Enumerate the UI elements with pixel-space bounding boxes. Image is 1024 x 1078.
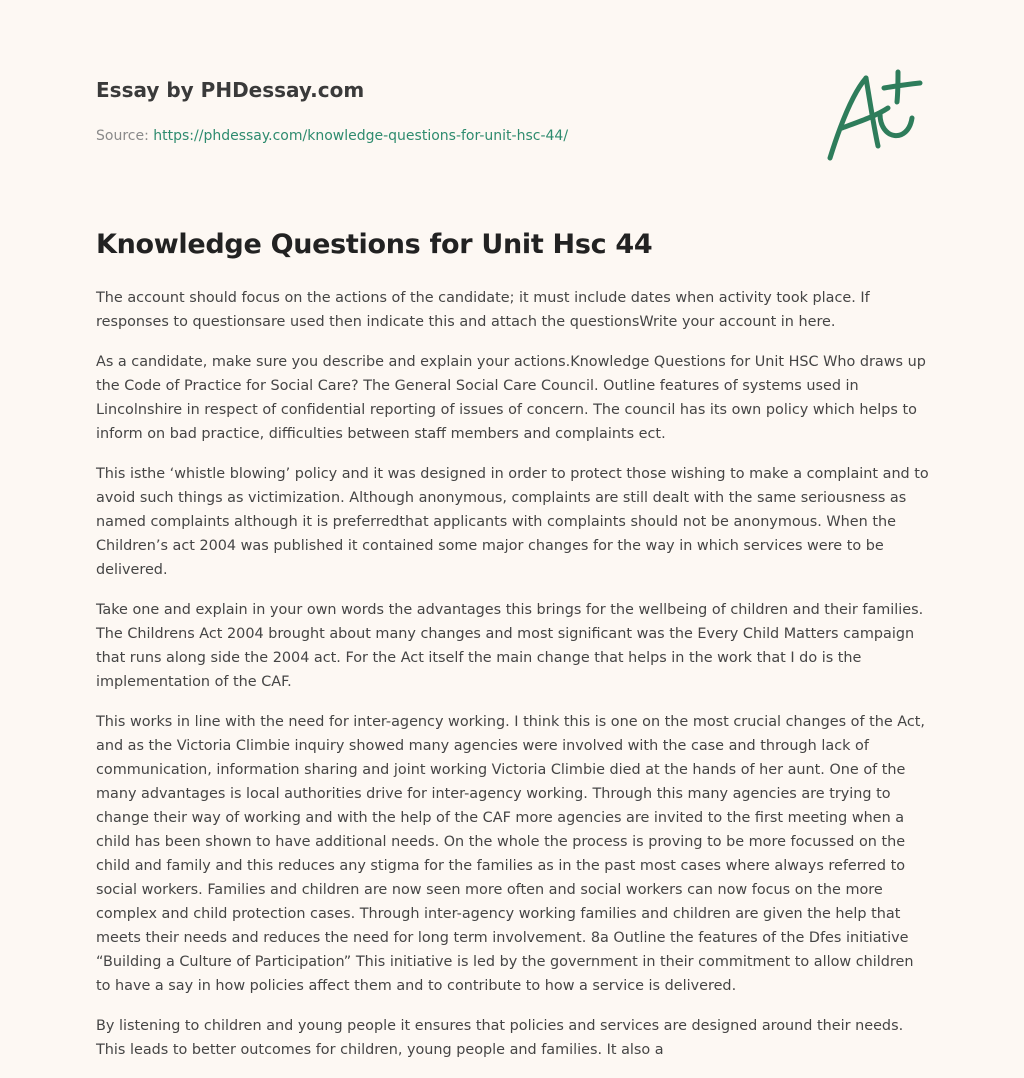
essay-paragraph: This isthe ‘whistle blowing’ policy and it was designed in order to protect those wishing to make a complaint and to avoid such things as victimization. Although anonymous, complaints are still dealt with the same seriousness as named complaints although it is preferredthat applicants with complaints should not be anonymous. When the Children’s act 2004 was published it contained some major changes for the way in which services were to be delivered.: [96, 466, 929, 578]
essay-body: [96, 286, 932, 1078]
essay-title: Knowledge Questions for Unit Hsc 44: [96, 229, 653, 260]
essay-paragraph: As a candidate, make sure you describe and explain your actions.Knowledge Questions for Unit HSC Who draws up the Code of Practice for Social Care? The General Social Care Council. Outline features of systems used in Lincolnshire in respect of confidential reporting of issues of concern. The council has its own policy which helps to inform on bad practice, difficulties between staff members and complaints ect.: [96, 354, 926, 442]
source-label: Source:: [96, 128, 149, 144]
essay-paragraph: This works in line with the need for inter-agency working. I think this is one on the most crucial changes of the Act, and as the Victoria Climbie inquiry showed many agencies were involved with the case and through lack of communication, information sharing and joint working Victoria Climbie died at the hands of her aunt. One of the many advantages is local authorities drive for inter-agency working. Through this many agencies are trying to change their way of working and with the help of the CAF more agencies are invited to the first meeting when a child has been shown to have additional needs. On the whole the process is proving to be more focussed on the child and family and this reduces any stigma for the families as in the past most cases where always referred to social workers. Families and children are now seen more often and social workers can now focus on the more complex and child protection cases. Through inter-agency working families and children are given the help that meets their needs and reduces the need for long term involvement. 8a Outline the features of the Dfes initiative “Building a Culture of Participation” This initiative is led by the government in their commitment to allow children to have a say in how policies affect them and to contribute to how a service is delivered.: [96, 714, 925, 994]
source-link[interactable]: https://phdessay.com/knowledge-questions-for-unit-hsc-44/: [153, 128, 569, 144]
a-plus-icon: [818, 66, 928, 166]
essay-paragraph: Take one and explain in your own words the advantages this brings for the wellbeing of children and their families. The Childrens Act 2004 brought about many changes and most significant was the Every Child Matters campaign that runs along side the 2004 act. For the Act itself the main change that helps in the work that I do is the implementation of the CAF.: [96, 602, 924, 690]
essay-paragraph: By listening to children and young people it ensures that policies and services are designed around their needs. This leads to better outcomes for children, young people and families. It also a: [96, 1018, 904, 1058]
page-header: [96, 76, 796, 146]
essay-paragraph: The account should focus on the actions of the candidate; it must include dates when activity took place. If responses to questionsare used then indicate this and attach the questionsWrite your account in here.: [96, 290, 870, 330]
site-brand: Essay by PHDessay.com: [96, 78, 365, 102]
source-line: [96, 126, 796, 146]
